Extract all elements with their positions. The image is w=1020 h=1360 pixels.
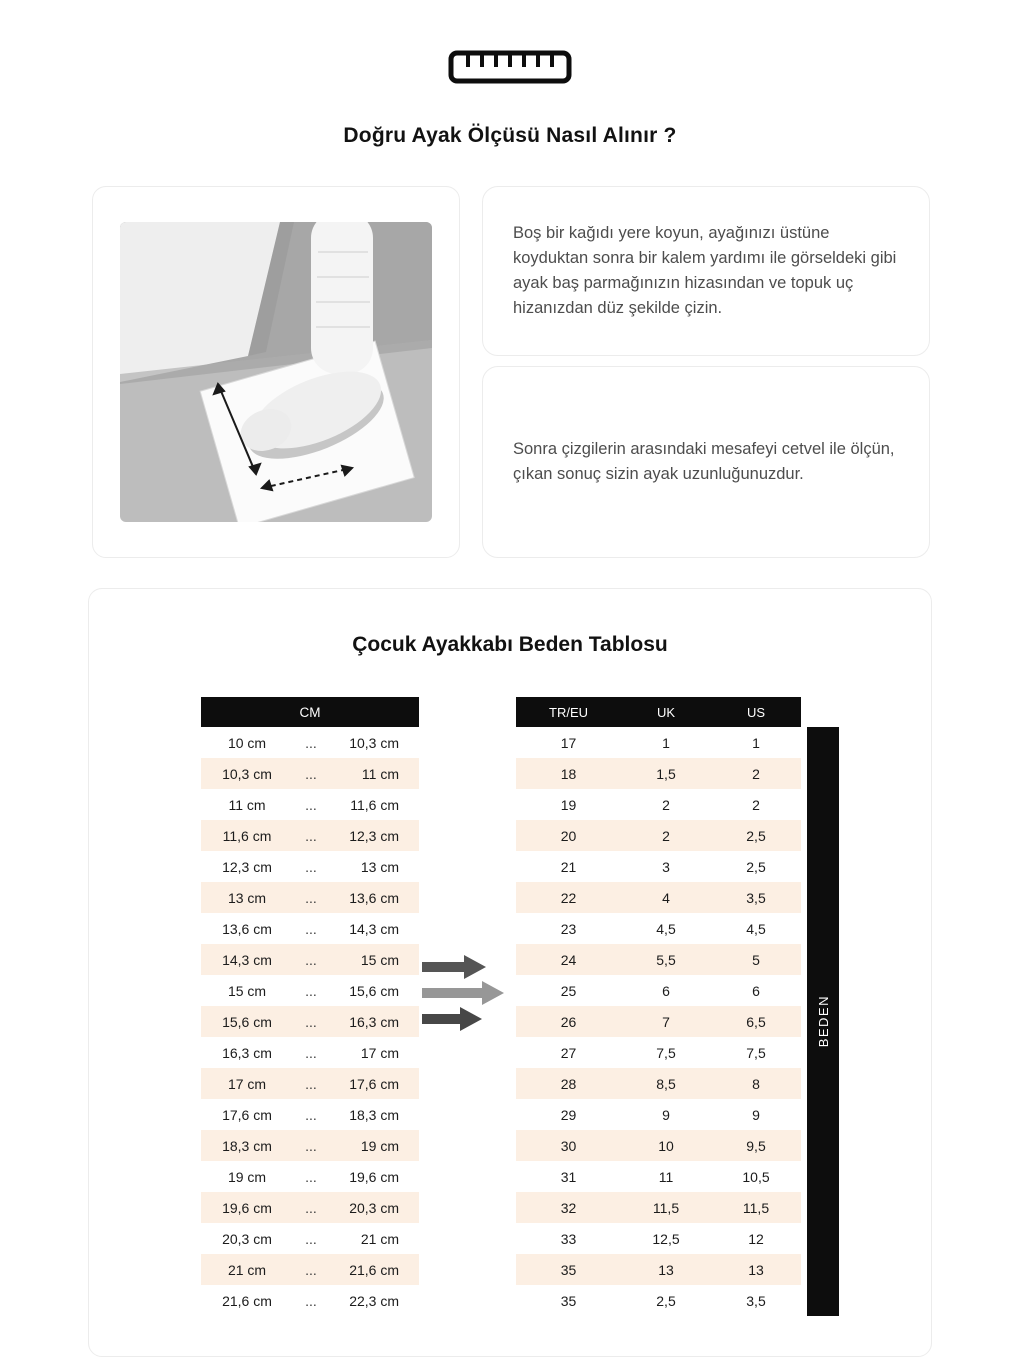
- cm-range-row-cell: 13 cm: [360, 858, 399, 875]
- size-conversion-row: [516, 1285, 801, 1316]
- cm-range-row-cell: 10,3 cm: [349, 734, 399, 751]
- cm-range-row-cell: ...: [305, 951, 317, 968]
- size-conversion-row-cell: 2: [752, 765, 760, 782]
- size-conversion-row-cell: 9,5: [746, 1137, 766, 1154]
- size-conversion-row-cell: 23: [560, 920, 577, 937]
- size-conversion-row-cell: 35: [560, 1292, 577, 1309]
- cm-range-row-cell: 17 cm: [360, 1044, 399, 1061]
- size-conversion-row-cell: 29: [560, 1106, 577, 1123]
- size-conversion-row-cell: 2: [662, 827, 670, 844]
- size-conversion-row-cell: 21: [560, 858, 577, 875]
- cm-range-row-cell: ...: [305, 765, 317, 782]
- size-conversion-row-cell: 2: [662, 796, 670, 813]
- cm-range-row-cell: 13,6 cm: [349, 889, 399, 906]
- size-conversion-row-cell: 5: [752, 951, 760, 968]
- size-conversion-row-cell: 8,5: [656, 1075, 676, 1092]
- size-conversion-row: [516, 1006, 801, 1037]
- size-conversion-row-cell: 1: [752, 734, 760, 751]
- size-conversion-row: [516, 1192, 801, 1223]
- size-conversion-row-cell: 27: [560, 1044, 577, 1061]
- cm-table-header: CM: [201, 697, 419, 727]
- size-conversion-row-cell: 22: [560, 889, 577, 906]
- size-conversion-row-cell: 13: [658, 1261, 674, 1278]
- cm-range-row: [201, 1192, 419, 1223]
- size-conversion-row: [516, 1130, 801, 1161]
- size-conversion-row: [516, 913, 801, 944]
- size-conversion-row: [516, 727, 801, 758]
- col-header-tr-eu: TR/EU: [549, 704, 588, 720]
- size-conversion-row-cell: 4,5: [746, 920, 766, 937]
- cm-range-row-cell: ...: [305, 1013, 317, 1030]
- size-conversion-row-cell: 20: [560, 827, 577, 844]
- cm-range-row: [201, 1006, 419, 1037]
- cm-range-row-cell: 18,3 cm: [349, 1106, 399, 1123]
- size-conversion-row-cell: 4: [662, 889, 670, 906]
- cm-range-row-cell: 12,3 cm: [349, 827, 399, 844]
- size-conversion-row-cell: 3,5: [746, 889, 766, 906]
- size-conversion-row-cell: 11,5: [742, 1199, 770, 1216]
- transfer-arrows-icon: [422, 953, 514, 1033]
- foot-measurement-card: [92, 186, 460, 558]
- instruction-text-1: Boş bir kağıdı yere koyun, ayağınızı üstüne koyduktan sonra bir kalem yardımı ile görseldeki gibi ayak baş parmağınızın hizasından ve topuk uç hizanızdan düz şekilde çizin.: [513, 223, 897, 318]
- size-conversion-row-cell: 3,5: [746, 1292, 766, 1309]
- size-conversion-row: [516, 1068, 801, 1099]
- cm-range-row: [201, 1068, 419, 1099]
- cm-range-row-cell: 14,3 cm: [222, 951, 272, 968]
- cm-range-row-cell: ...: [305, 1199, 317, 1216]
- foot-measurement-image: [120, 222, 432, 522]
- cm-range-row-cell: ...: [305, 796, 317, 813]
- howto-section: [92, 186, 928, 558]
- size-conversion-row-cell: 30: [560, 1137, 577, 1154]
- col-header-us: US: [746, 704, 766, 720]
- cm-range-row-cell: 16,3 cm: [222, 1044, 272, 1061]
- cm-range-row-cell: 14,3 cm: [349, 920, 399, 937]
- cm-range-row-cell: 15 cm: [227, 982, 267, 999]
- size-conversion-row-cell: 12: [748, 1230, 764, 1247]
- cm-range-row: [201, 944, 419, 975]
- size-conversion-row-cell: 13: [748, 1261, 764, 1278]
- size-conversion-row-cell: 35: [560, 1261, 577, 1278]
- cm-range-row-cell: ...: [305, 827, 317, 844]
- size-conversion-row: [516, 882, 801, 913]
- beden-label: BEDEN: [815, 995, 831, 1048]
- cm-range-row-cell: 22,3 cm: [349, 1292, 399, 1309]
- cm-range-row-cell: 17,6 cm: [349, 1075, 399, 1092]
- cm-range-row: [201, 820, 419, 851]
- size-conversion-row-cell: 6: [752, 982, 760, 999]
- col-header-uk: UK: [656, 704, 676, 720]
- size-conversion-row: [516, 1099, 801, 1130]
- cm-range-row-cell: 21,6 cm: [349, 1261, 399, 1278]
- cm-range-row-cell: 17,6 cm: [222, 1106, 272, 1123]
- cm-range-row-cell: ...: [305, 1261, 317, 1278]
- size-conversion-row-cell: 12,5: [652, 1230, 680, 1247]
- ruler-icon: [448, 50, 572, 84]
- cm-range-row-cell: 11 cm: [361, 765, 399, 782]
- size-conversion-row-cell: 11,5: [652, 1199, 680, 1216]
- cm-range-row-cell: 12,3 cm: [222, 858, 272, 875]
- cm-range-row-cell: ...: [305, 1106, 317, 1123]
- size-conversion-row-cell: 6: [662, 982, 670, 999]
- size-table-header: [516, 697, 801, 727]
- size-table-layout: [89, 697, 931, 1316]
- size-conversion-row-cell: 8: [752, 1075, 760, 1092]
- instruction-card-2: [482, 366, 930, 558]
- size-table-title: Çocuk Ayakkabı Beden Tablosu: [352, 633, 668, 656]
- cm-range-row: [201, 1130, 419, 1161]
- size-conversion-row: [516, 975, 801, 1006]
- cm-range-row-cell: 15 cm: [360, 951, 399, 968]
- cm-range-row-cell: ...: [305, 858, 317, 875]
- size-conversion-row-cell: 33: [560, 1230, 577, 1247]
- instruction-text-2: Sonra çizgilerin arasındaki mesafeyi cetvel ile ölçün, çıkan sonuç sizin ayak uzunluğunuzdur.: [513, 439, 895, 483]
- cm-range-row-cell: 10,3 cm: [222, 765, 272, 782]
- size-conversion-row-cell: 17: [560, 734, 577, 751]
- cm-range-row-cell: ...: [305, 1137, 317, 1154]
- cm-table-rows: [201, 727, 419, 1316]
- arrow-zone: [419, 697, 516, 1316]
- cm-range-row-cell: ...: [305, 1075, 317, 1092]
- size-conversion-row-cell: 26: [560, 1013, 577, 1030]
- cm-range-row: [201, 851, 419, 882]
- cm-range-row-cell: 21,6 cm: [222, 1292, 272, 1309]
- cm-range-row: [201, 913, 419, 944]
- size-conversion-row-cell: 24: [560, 951, 577, 968]
- page-title: Doğru Ayak Ölçüsü Nasıl Alınır ?: [343, 124, 677, 147]
- size-conversion-row-cell: 2,5: [746, 827, 766, 844]
- cm-range-row: [201, 1285, 419, 1316]
- cm-range-row-cell: 11,6 cm: [222, 827, 272, 844]
- size-conversion-row: [516, 1037, 801, 1068]
- cm-range-row-cell: 17 cm: [227, 1075, 267, 1092]
- size-conversion-row: [516, 851, 801, 882]
- ruler-icon-wrap: [0, 0, 1020, 84]
- size-conversion-row-cell: 2: [752, 796, 760, 813]
- size-conversion-table: [516, 697, 801, 1316]
- cm-range-row-cell: 18,3 cm: [222, 1137, 272, 1154]
- cm-range-row-cell: 13,6 cm: [222, 920, 272, 937]
- cm-range-row: [201, 1161, 419, 1192]
- size-conversion-row-cell: 10,5: [742, 1168, 770, 1185]
- cm-range-row: [201, 975, 419, 1006]
- size-conversion-row-cell: 1,5: [656, 765, 676, 782]
- size-conversion-row-cell: 5,5: [656, 951, 676, 968]
- cm-range-row-cell: 20,3 cm: [349, 1199, 399, 1216]
- instruction-card-1: [482, 186, 930, 356]
- size-table-card: [88, 588, 932, 1357]
- size-conversion-row-cell: 3: [662, 858, 670, 875]
- size-conversion-row-cell: 6,5: [746, 1013, 766, 1030]
- cm-range-row: [201, 758, 419, 789]
- cm-range-row-cell: ...: [305, 734, 317, 751]
- size-conversion-row-cell: 9: [752, 1106, 760, 1123]
- cm-range-row: [201, 1254, 419, 1285]
- cm-range-row-cell: 20,3 cm: [222, 1230, 272, 1247]
- cm-range-row-cell: 15,6 cm: [222, 1013, 272, 1030]
- cm-range-row-cell: 11,6 cm: [350, 796, 399, 813]
- cm-range-row-cell: 11 cm: [228, 796, 266, 813]
- size-conversion-row-cell: 9: [662, 1106, 670, 1123]
- size-conversion-row-cell: 2,5: [656, 1292, 676, 1309]
- size-conversion-row-cell: 19: [560, 796, 577, 813]
- cm-range-row-cell: 21 cm: [360, 1230, 399, 1247]
- cm-range-row-cell: 15,6 cm: [349, 982, 399, 999]
- cm-range-row-cell: 19,6 cm: [222, 1199, 272, 1216]
- beden-label-bar: [807, 727, 839, 1316]
- cm-range-row-cell: ...: [305, 920, 317, 937]
- size-conversion-row: [516, 1161, 801, 1192]
- cm-range-row-cell: 13 cm: [227, 889, 267, 906]
- cm-range-row-cell: ...: [305, 1292, 317, 1309]
- cm-range-row-cell: ...: [305, 1230, 317, 1247]
- cm-range-row-cell: 19 cm: [360, 1137, 399, 1154]
- size-conversion-row-cell: 11: [658, 1168, 674, 1185]
- size-conversion-row: [516, 1254, 801, 1285]
- cm-range-row-cell: 10 cm: [227, 734, 267, 751]
- cm-range-row: [201, 1037, 419, 1068]
- size-conversion-row-cell: 25: [560, 982, 577, 999]
- cm-range-row-cell: ...: [305, 1044, 317, 1061]
- size-conversion-row-cell: 18: [560, 765, 577, 782]
- cm-range-row: [201, 882, 419, 913]
- size-conversion-row: [516, 944, 801, 975]
- size-conversion-row: [516, 1223, 801, 1254]
- cm-range-row-cell: ...: [305, 982, 317, 999]
- cm-range-row: [201, 789, 419, 820]
- cm-range-row-cell: 21 cm: [227, 1261, 267, 1278]
- cm-range-row: [201, 727, 419, 758]
- size-conversion-row-cell: 7,5: [746, 1044, 766, 1061]
- size-conversion-row-cell: 4,5: [656, 920, 676, 937]
- cm-table: [201, 697, 419, 1316]
- size-conversion-row: [516, 820, 801, 851]
- size-table-rows: [516, 727, 801, 1316]
- instruction-cards: [482, 186, 930, 558]
- size-conversion-row-cell: 32: [560, 1199, 577, 1216]
- size-conversion-row: [516, 758, 801, 789]
- cm-range-row: [201, 1223, 419, 1254]
- size-conversion-row-cell: 10: [658, 1137, 674, 1154]
- cm-range-row-cell: ...: [305, 889, 317, 906]
- size-conversion-row-cell: 2,5: [746, 858, 766, 875]
- size-conversion-row: [516, 789, 801, 820]
- size-conversion-row-cell: 7: [662, 1013, 670, 1030]
- cm-range-row-cell: 19,6 cm: [349, 1168, 399, 1185]
- size-conversion-row-cell: 28: [560, 1075, 577, 1092]
- cm-range-row-cell: 16,3 cm: [349, 1013, 399, 1030]
- cm-range-row-cell: ...: [305, 1168, 317, 1185]
- size-conversion-row-cell: 31: [560, 1168, 577, 1185]
- size-conversion-row-cell: 7,5: [656, 1044, 676, 1061]
- cm-range-row-cell: 19 cm: [227, 1168, 267, 1185]
- size-conversion-row-cell: 1: [662, 734, 670, 751]
- cm-range-row: [201, 1099, 419, 1130]
